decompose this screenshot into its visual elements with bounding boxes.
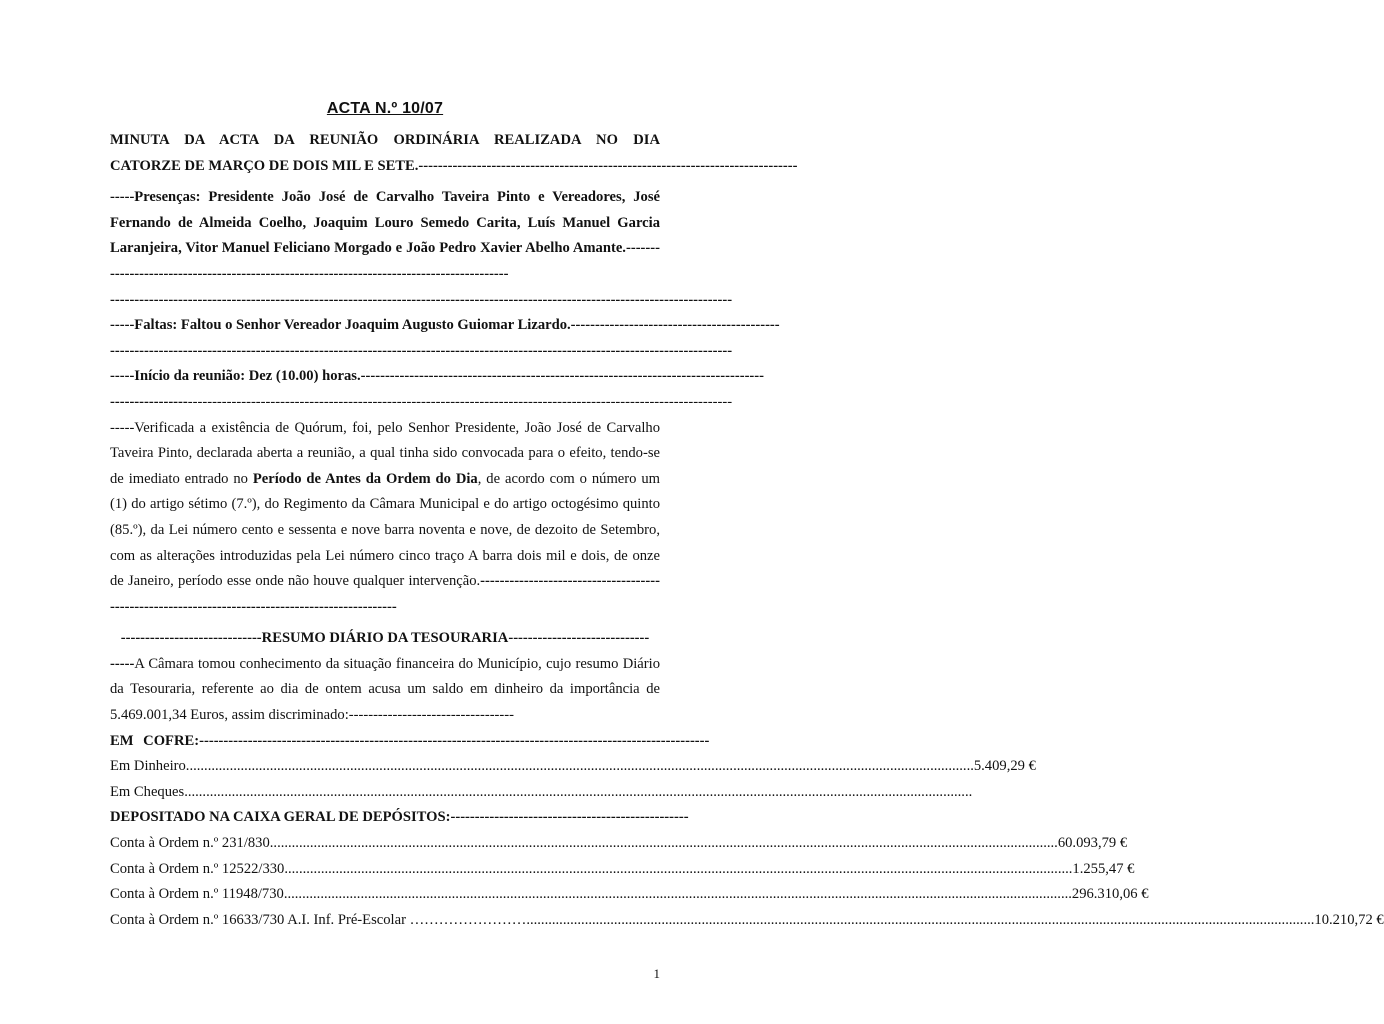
dash-separator-line: -------------------------------------------------------------------------------------------------------------------------------- bbox=[110, 342, 733, 359]
verificada-bold: Período de Antes da Ordem do Dia bbox=[252, 470, 478, 487]
faltas-paragraph bbox=[110, 313, 780, 339]
cofre-label: Em Dinheiro bbox=[110, 758, 186, 775]
leader-dots bbox=[284, 882, 1072, 908]
leader-dots bbox=[526, 908, 1314, 934]
conta-amount: 1.255,47 € bbox=[1072, 860, 1135, 877]
cofre-amount: 5.409,29 € bbox=[973, 758, 1036, 775]
dash-fill: ------------------------------------------------- bbox=[450, 809, 689, 826]
leader-dots bbox=[186, 754, 974, 780]
dash-fill: ------------------------------------------- bbox=[570, 317, 780, 334]
conta-label: Conta à Ordem n.º 16633/730 A.I. Inf. Pré-Escolar …………………… bbox=[110, 911, 527, 928]
dash-fill: ----------------------------- bbox=[120, 630, 262, 647]
faltas-text: -----Faltas: Faltou o Senhor Vereador Joaquim Augusto Guiomar Lizardo. bbox=[110, 317, 571, 334]
dash-fill: ----------------------------------------------------------------------------------------- bbox=[110, 240, 660, 282]
conta-row bbox=[110, 857, 1135, 883]
minuta-heading-line2 bbox=[110, 154, 798, 180]
minuta-heading-line2-text: CATORZE DE MARÇO DE DOIS MIL E SETE. bbox=[110, 157, 419, 174]
dash-fill: --------------------------------------------------------------------------------------------------------- bbox=[199, 732, 710, 749]
document-body bbox=[110, 128, 1384, 933]
cofre-row-cheques bbox=[110, 780, 660, 806]
em-cofre-text: EM COFRE: bbox=[110, 732, 200, 749]
dash-fill: ------------------------------------------------------------------------------------------------ bbox=[110, 573, 660, 615]
presencas-text: -----Presenças: Presidente João José de Carvalho Taveira Pinto e Vereadores, José Fernando de Almeida Coelho, Joaquim Louro Semedo Carita, Luís Manuel Garcia Laranjeira, Vitor Manuel Feliciano Morgado e João Pedro Xavier Abelho Amante. bbox=[110, 189, 660, 257]
resumo-text: A Câmara tomou conhecimento da situação financeira do Município, cujo resumo Diário da Tesouraria, referente ao dia de ontem acusa um saldo em dinheiro da importância de 5.469.001,34 Euros, assim discriminado: bbox=[110, 655, 660, 724]
page-title: ACTA N.º 10/07 bbox=[326, 100, 444, 117]
leader-dots bbox=[284, 857, 1072, 883]
dash-separator-line: -------------------------------------------------------------------------------------------------------------------------------- bbox=[110, 393, 733, 410]
presencas-paragraph bbox=[110, 185, 660, 287]
page-number: 1 bbox=[653, 966, 660, 981]
conta-amount: 296.310,06 € bbox=[1071, 886, 1149, 903]
conta-row bbox=[110, 908, 1384, 934]
conta-amount: 10.210,72 € bbox=[1314, 911, 1384, 928]
em-cofre-heading bbox=[110, 729, 710, 755]
deposito-heading-text: DEPOSITADO NA CAIXA GERAL DE DEPÓSITOS: bbox=[110, 809, 451, 826]
resumo-paragraph bbox=[110, 652, 660, 729]
inicio-text: -----Início da reunião: Dez (10.00) horas. bbox=[110, 368, 361, 385]
deposito-heading bbox=[110, 805, 689, 831]
resumo-heading-text: RESUMO DIÁRIO DA TESOURARIA bbox=[261, 630, 509, 647]
dash-fill: ----------------------------- bbox=[508, 630, 650, 647]
leader-dots bbox=[184, 780, 972, 806]
verificada-paragraph bbox=[110, 416, 660, 621]
dash-separator-line: -------------------------------------------------------------------------------------------------------------------------------- bbox=[110, 291, 733, 308]
conta-row bbox=[110, 882, 1149, 908]
cofre-row-dinheiro bbox=[110, 754, 1036, 780]
dash-fill: ---------------------------------- bbox=[348, 707, 514, 724]
cofre-label: Em Cheques bbox=[110, 783, 185, 800]
verificada-text-2: , de acordo com o número um (1) do artigo sétimo (7.º), do Regimento da Câmara Municipal e do artigo octogésimo quinto (85.º), da Lei número cento e sessenta e nove barra noventa e nove, de dezoito de Setembro, com as alterações introduzidas pela Lei número cinco traço A barra dois mil e dois, de onze de Janeiro, período esse onde não houve qualquer intervenção. bbox=[110, 470, 660, 590]
dash-fill: ------------------------------------------------------------------------------ bbox=[418, 157, 798, 174]
verificada-text-1: -----Verificada a existência de Quórum, foi, pelo Senhor Presidente, João José de Carvalho Taveira Pinto, declarada aberta a reunião, a qual tinha sido convocada para o efeito, tendo-se de imediato entrado no bbox=[110, 419, 660, 487]
resumo-prefix: ----- bbox=[110, 655, 135, 672]
conta-label: Conta à Ordem n.º 11948/730 bbox=[110, 886, 284, 903]
leader-dots bbox=[270, 831, 1058, 857]
conta-label: Conta à Ordem n.º 231/830 bbox=[110, 835, 270, 852]
conta-label: Conta à Ordem n.º 12522/330 bbox=[110, 860, 285, 877]
inicio-paragraph bbox=[110, 364, 765, 390]
minuta-heading-line1: MINUTA DA ACTA DA REUNIÃO ORDINÁRIA REALIZADA NO DIA bbox=[110, 132, 660, 148]
conta-row bbox=[110, 831, 1128, 857]
dash-fill: ----------------------------------------------------------------------------------- bbox=[360, 368, 765, 385]
conta-amount: 60.093,79 € bbox=[1057, 835, 1128, 852]
resumo-heading bbox=[110, 626, 660, 652]
